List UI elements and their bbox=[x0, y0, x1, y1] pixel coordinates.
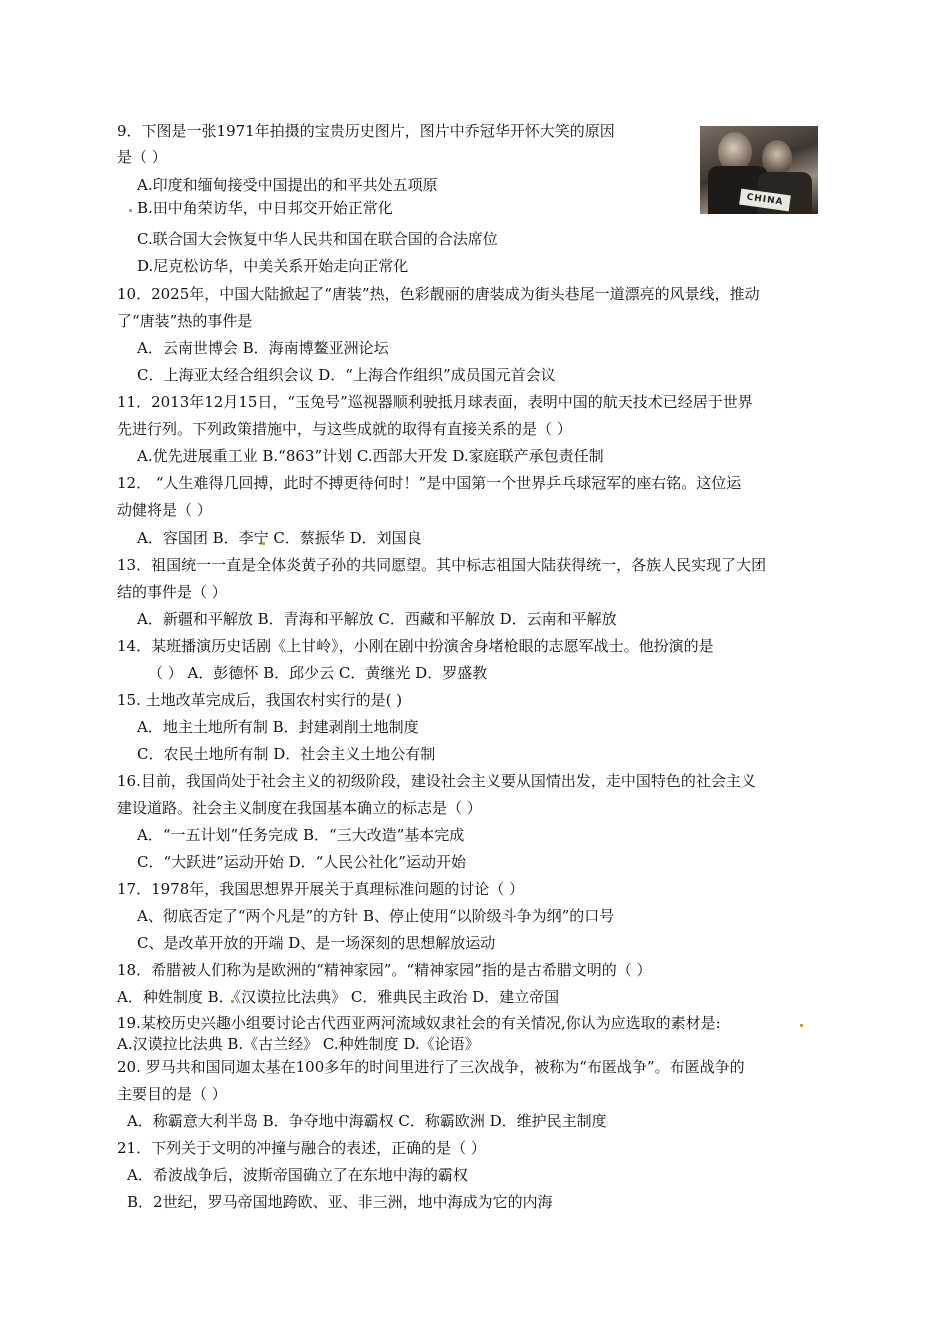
question-14-options: （ ） A．彭德怀 B．邱少云 C．黄继光 D．罗盛教 bbox=[148, 664, 488, 682]
question-16-options-ab: A．“一五计划”任务完成 B．“三大改造”基本完成 bbox=[137, 826, 465, 844]
question-14-stem: 14．某班播演历史话剧《上甘岭》，小刚在剧中扮演舍身堵枪眼的志愿军战士。他扮演的是 bbox=[117, 637, 714, 655]
question-13-stem-end: 结的事件是（ ） bbox=[117, 583, 227, 601]
question-12-options: A．容国团 B．李宁 C．蔡振华 D．刘国良 bbox=[137, 529, 422, 547]
question-20-stem-end: 主要目的是（ ） bbox=[117, 1085, 227, 1103]
question-21-stem: 21．下列关于文明的冲撞与融合的表述，正确的是（ ） bbox=[117, 1139, 486, 1157]
question-17-options-cd: C、是改革开放的开端 D、是一场深刻的思想解放运动 bbox=[137, 934, 496, 952]
question-16-stem: 16.目前，我国尚处于社会主义的初级阶段，建设社会主义要从国情出发，走中国特色的社会主义 bbox=[117, 772, 756, 790]
question-10-options-ab: A．云南世博会 B．海南博鳌亚洲论坛 bbox=[137, 339, 389, 357]
question-11-stem: 11．2013年12月15日，“玉兔号”巡视器顺利驶抵月球表面，表明中国的航天技术已经居于世界 bbox=[117, 393, 753, 411]
speck-mark bbox=[129, 209, 132, 212]
question-11-options: A.优先进展重工业 B.“863”计划 C.西部大开发 D.家庭联产承包责任制 bbox=[137, 447, 604, 465]
question-10-stem: 10．2025年，中国大陆掀起了“唐装”热，色彩靓丽的唐装成为街头巷尾一道漂亮的风景线，推动 bbox=[117, 285, 760, 303]
question-9-option-b: B.田中角荣访华，中日邦交开始正常化 bbox=[137, 199, 393, 217]
question-17-stem: 17．1978年，我国思想界开展关于真理标准问题的讨论（ ） bbox=[117, 880, 525, 898]
question-18-options: A．种姓制度 B．《汉谟拉比法典》 C．雅典民主政治 D．建立帝国 bbox=[117, 988, 560, 1006]
question-13-options: A．新疆和平解放 B．青海和平解放 C．西藏和平解放 D．云南和平解放 bbox=[137, 610, 617, 628]
question-19-options: A.汉谟拉比法典 B.《古兰经》 C.种姓制度 D.《论语》 bbox=[117, 1035, 480, 1053]
question-15-options-cd: C．农民土地所有制 D．社会主义土地公有制 bbox=[137, 745, 436, 763]
question-12-stem: 12． “人生难得几回搏，此时不搏更待何时！”是中国第一个世界乒乓球冠军的座右铭。这位运 bbox=[117, 474, 742, 492]
question-21-option-a: A．希波战争后，波斯帝国确立了在东地中海的霸权 bbox=[127, 1166, 468, 1184]
question-19-stem: 19.某校历史兴趣小组要讨论古代西亚两河流域奴隶社会的有关情况,你认为应选取的素材是: bbox=[117, 1014, 721, 1032]
question-9-stem: 9．下图是一张1971年拍摄的宝贵历史图片，图片中乔冠华开怀大笑的原因 bbox=[117, 122, 615, 140]
question-15-stem: 15. 土地改革完成后，我国农村实行的是( ) bbox=[117, 691, 403, 709]
question-10-stem-end: 了“唐装”热的事件是 bbox=[117, 312, 253, 330]
china-nameplate: CHINA bbox=[739, 189, 791, 212]
question-20-stem: 20. 罗马共和国同迦太基在100多年的时间里进行了三次战争，被称为“布匿战争”。布匿战争的 bbox=[117, 1058, 745, 1076]
question-9-option-a: A.印度和缅甸接受中国提出的和平共处五项原 bbox=[137, 176, 438, 194]
question-16-options-cd: C．“大跃进”运动开始 D．“人民公社化”运动开始 bbox=[137, 853, 466, 871]
question-16-stem-end: 建设道路。社会主义制度在我国基本确立的标志是（ ） bbox=[117, 799, 482, 817]
question-9-option-c: C.联合国大会恢复中华人民共和国在联合国的合法席位 bbox=[137, 230, 498, 248]
historical-photo bbox=[700, 126, 818, 214]
question-20-options: A．称霸意大利半岛 B．争夺地中海霸权 C．称霸欧洲 D．维护民主制度 bbox=[127, 1112, 607, 1130]
question-11-stem-end: 先进行列。下列政策措施中，与这些成就的取得有直接关系的是（ ） bbox=[117, 420, 572, 438]
question-13-stem: 13．祖国统一一直是全体炎黄子孙的共同愿望。其中标志祖国大陆获得统一，各族人民实现了大团 bbox=[117, 556, 767, 574]
question-18-stem: 18．希腊被人们称为是欧洲的“精神家园”。“精神家园”指的是古希腊文明的（ ） bbox=[117, 961, 652, 979]
question-15-options-ab: A．地主土地所有制 B．封建剥削土地制度 bbox=[137, 718, 419, 736]
question-21-option-b: B．2世纪，罗马帝国地跨欧、亚、非三洲，地中海成为它的内海 bbox=[127, 1193, 553, 1211]
question-12-stem-end: 动健将是（ ） bbox=[117, 501, 212, 519]
speck-mark bbox=[800, 1024, 803, 1027]
question-9-stem-end: 是（ ） bbox=[117, 148, 167, 166]
question-10-options-cd: C．上海亚太经合组织会议 D．“上海合作组织”成员国元首会议 bbox=[137, 366, 556, 384]
question-9-option-d: D.尼克松访华，中美关系开始走向正常化 bbox=[137, 257, 409, 275]
question-17-options-ab: A、彻底否定了“两个凡是”的方针 B、停止使用“以阶级斗争为纲”的口号 bbox=[137, 907, 615, 925]
